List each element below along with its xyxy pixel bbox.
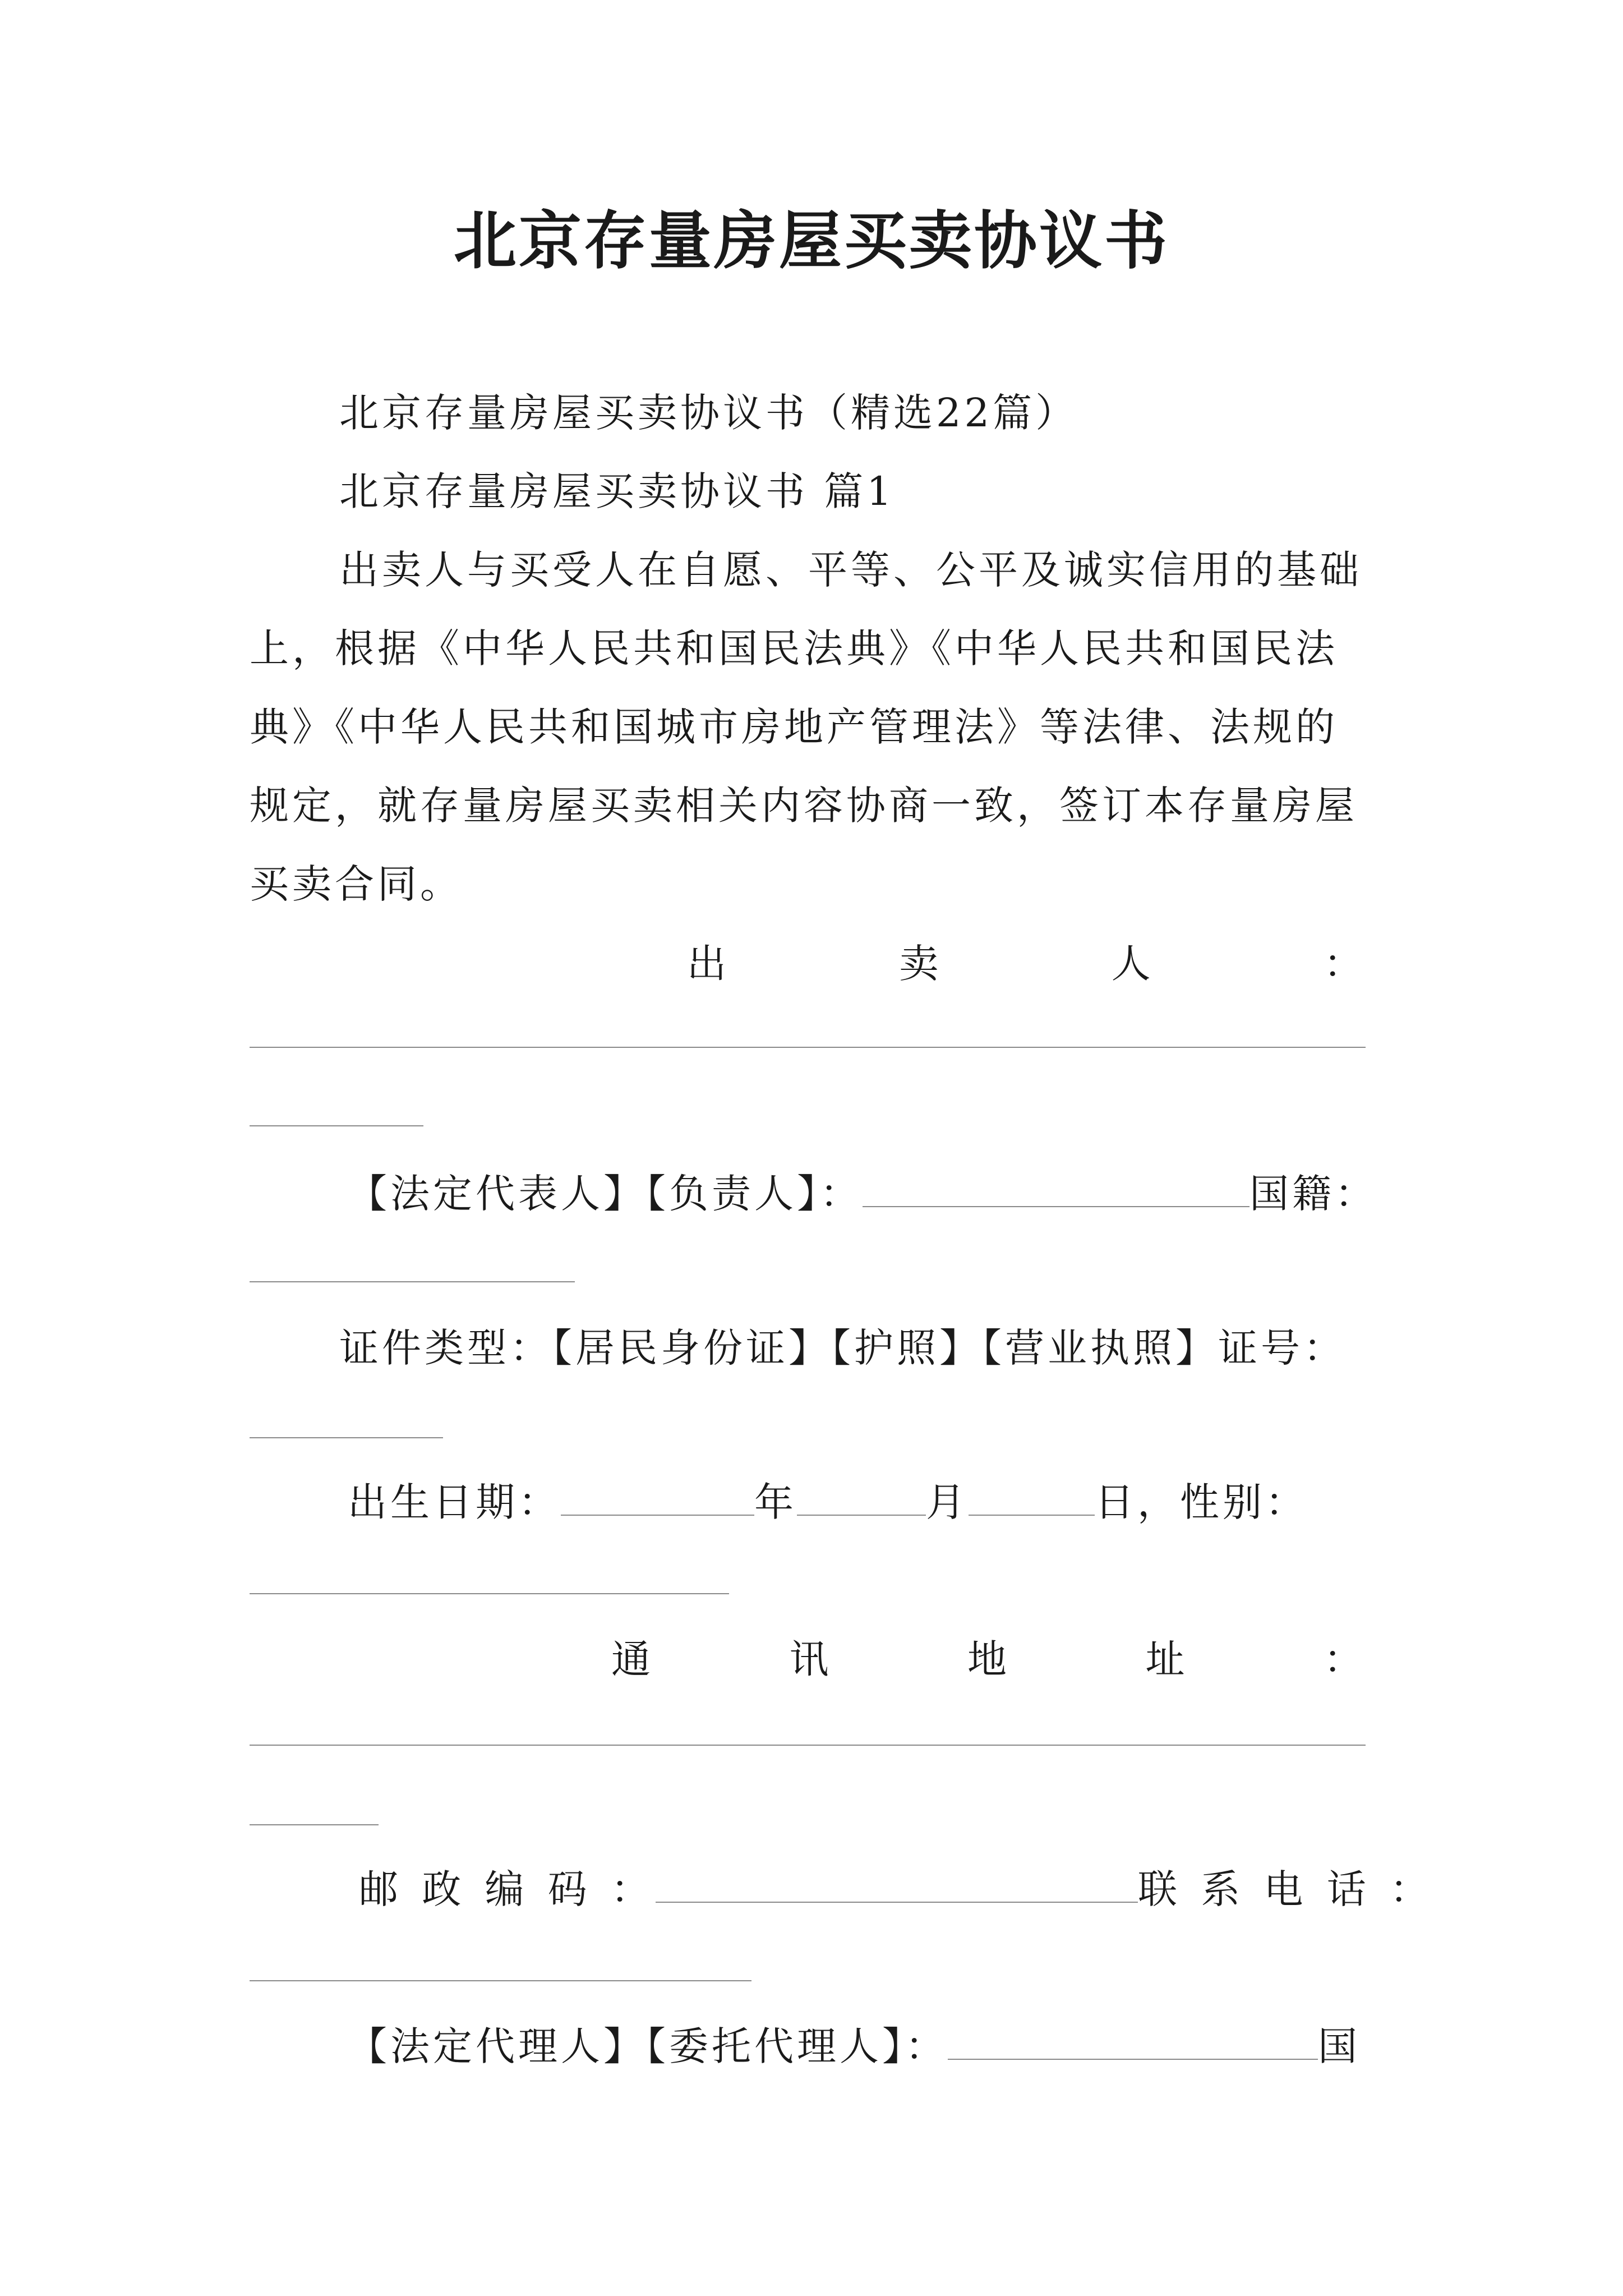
birth-row xyxy=(348,1475,1308,1529)
birth-year-blank[interactable] xyxy=(561,1481,754,1516)
nationality-label: 国籍： xyxy=(1249,1171,1377,1217)
agent-country-label: 国 xyxy=(1318,2023,1361,2069)
paragraph-line: 出卖人与买受人在自愿、平等、公平及诚实信用的基础 xyxy=(339,547,1362,593)
id-type-label: 证件类型：【居民身份证】【护照】【营业执照】证号： xyxy=(339,1325,1346,1371)
paragraph-line: 买卖合同。 xyxy=(250,861,463,907)
gender-blank[interactable] xyxy=(250,1593,729,1594)
year-label: 年 xyxy=(754,1479,797,1525)
address-label-char: 讯 xyxy=(789,1636,829,1682)
address-label-char: 址 xyxy=(1145,1636,1185,1682)
paragraph-line: 典》《中华人民共和国城市房地产管理法》等法律、法规的 xyxy=(250,704,1338,750)
postcode-blank[interactable] xyxy=(656,1868,1138,1903)
address-label-char: ： xyxy=(1324,1636,1363,1682)
document-title: 北京存量房屋买卖协议书 xyxy=(454,204,1169,278)
address-label-char: 通 xyxy=(611,1636,651,1682)
nationality-blank[interactable] xyxy=(250,1281,575,1282)
postcode-row xyxy=(359,1862,1435,1916)
agent-label: 【法定代理人】【委托代理人】： xyxy=(348,2023,948,2069)
seller-name-blank[interactable] xyxy=(250,1047,1366,1048)
postcode-label: 邮 政 编 码 ： xyxy=(359,1866,656,1912)
day-gender-label: 日，性别： xyxy=(1095,1479,1308,1525)
phone-blank[interactable] xyxy=(250,1980,751,1981)
seller-label-char: 出 xyxy=(687,941,726,987)
seller-label-char: 人 xyxy=(1111,941,1151,987)
representative-blank[interactable] xyxy=(863,1172,1249,1207)
address-blank[interactable] xyxy=(250,1745,1366,1746)
phone-label: 联 系 电 话 ： xyxy=(1138,1866,1435,1912)
seller-label-char: 卖 xyxy=(899,941,939,987)
section-heading: 北京存量房屋买卖协议书 篇1 xyxy=(339,468,895,514)
paragraph-line: 上，根据《中华人民共和国民法典》《中华人民共和国民法 xyxy=(250,625,1338,671)
representative-row xyxy=(348,1167,1377,1221)
representative-label: 【法定代表人】【负责人】： xyxy=(348,1171,863,1217)
month-label: 月 xyxy=(926,1479,969,1525)
seller-label-char: ： xyxy=(1323,941,1363,987)
birth-day-blank[interactable] xyxy=(969,1481,1095,1516)
paragraph-line: 规定，就存量房屋买卖相关内容协商一致，签订本存量房屋 xyxy=(250,783,1358,829)
document-subtitle: 北京存量房屋买卖协议书（精选22篇） xyxy=(339,390,1078,436)
seller-label xyxy=(687,937,1363,991)
seller-name-blank-cont[interactable] xyxy=(250,1125,423,1126)
birth-label: 出生日期： xyxy=(348,1479,561,1525)
id-number-blank[interactable] xyxy=(250,1437,443,1438)
address-label xyxy=(611,1632,1363,1686)
address-blank-cont[interactable] xyxy=(250,1824,379,1825)
agent-blank[interactable] xyxy=(948,2025,1318,2060)
agent-row xyxy=(348,2019,1361,2073)
address-label-char: 地 xyxy=(967,1636,1007,1682)
birth-month-blank[interactable] xyxy=(797,1481,926,1516)
